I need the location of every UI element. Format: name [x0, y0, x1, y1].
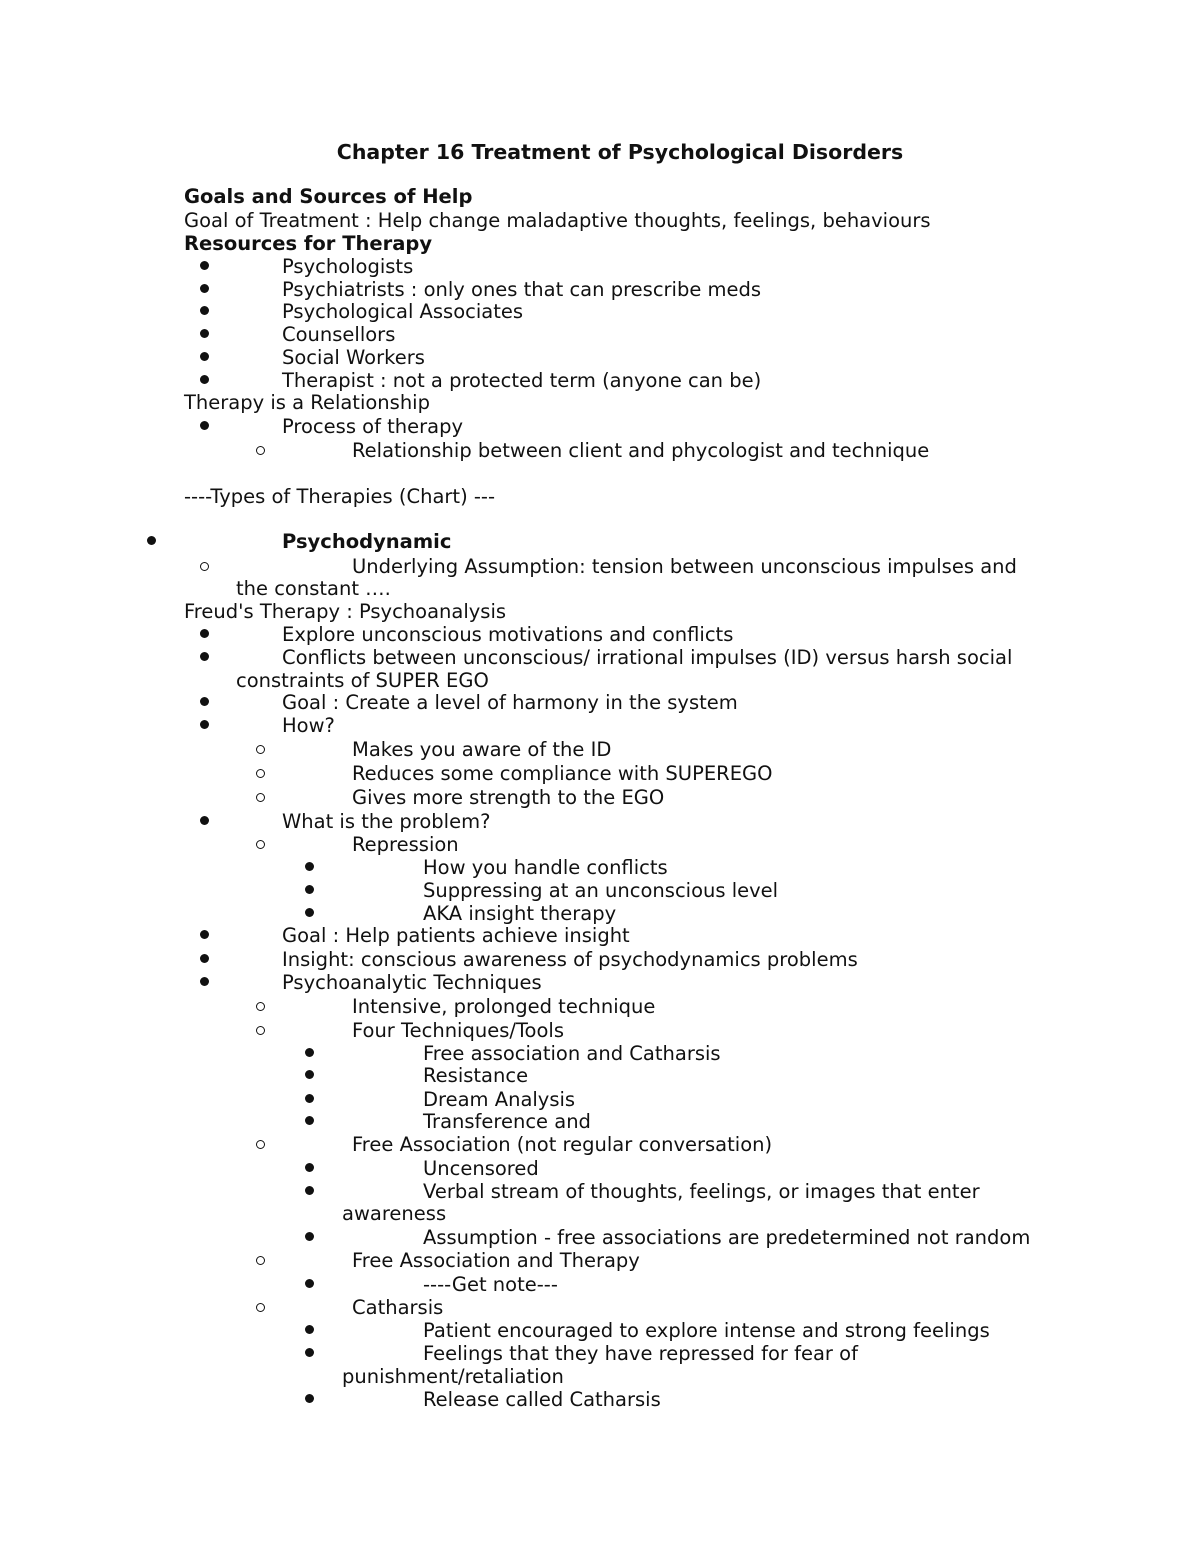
text-line: Gives more strength to the EGO [352, 786, 665, 809]
bullet-icon [200, 930, 209, 939]
bullet-icon [200, 954, 209, 963]
bullet-icon [200, 352, 209, 361]
text-line: Feelings that they have repressed for fear of [423, 1342, 858, 1365]
text-line: Patient encouraged to explore intense and strong feelings [423, 1319, 990, 1342]
text-line: Free Association and Therapy [352, 1249, 640, 1272]
text-line: Therapist : not a protected term (anyone can be) [282, 369, 762, 392]
text-line: AKA insight therapy [423, 902, 617, 925]
circle-bullet-icon [256, 1026, 265, 1035]
text-line: Goal : Help patients achieve insight [282, 924, 630, 947]
bullet-icon [305, 1048, 314, 1057]
text-line: Intensive, prolonged technique [352, 995, 656, 1018]
bullet-icon [200, 306, 209, 315]
bullet-icon [305, 1325, 314, 1334]
bullet-icon [305, 908, 314, 917]
text-line: Psychiatrists : only ones that can prescribe meds [282, 278, 762, 301]
text-line: Free Association (not regular conversation) [352, 1133, 773, 1156]
bullet-icon [200, 629, 209, 638]
bullet-icon [200, 697, 209, 706]
text-line: Free association and Catharsis [423, 1042, 721, 1065]
text-line: Reduces some compliance with SUPEREGO [352, 762, 773, 785]
bullet-icon [305, 1232, 314, 1241]
bullet-icon [305, 1116, 314, 1125]
text-line: ----Get note--- [423, 1273, 558, 1296]
text-line: Underlying Assumption: tension between unconscious impulses and [352, 555, 1017, 578]
text-line: What is the problem? [282, 810, 491, 833]
text-line: Catharsis [352, 1296, 444, 1319]
text-line: ----Types of Therapies (Chart) --- [184, 485, 495, 508]
text-line: Psychoanalytic Techniques [282, 971, 542, 994]
circle-bullet-icon [256, 745, 265, 754]
bullet-icon [200, 816, 209, 825]
text-line: How you handle conflicts [423, 856, 668, 879]
text-line: Explore unconscious motivations and conflicts [282, 623, 734, 646]
text-line: How? [282, 714, 335, 737]
text-line: Freud's Therapy : Psychoanalysis [184, 600, 507, 623]
text-line: Transference and [423, 1110, 591, 1133]
text-line: Four Techniques/Tools [352, 1019, 564, 1042]
text-line: Dream Analysis [423, 1088, 576, 1111]
text-line: Makes you aware of the ID [352, 738, 612, 761]
circle-bullet-icon [256, 446, 265, 455]
text-line: Resistance [423, 1064, 529, 1087]
bullet-icon [305, 1070, 314, 1079]
bullet-icon [200, 261, 209, 270]
circle-bullet-icon [256, 1002, 265, 1011]
text-line: Therapy is a Relationship [184, 391, 430, 414]
circle-bullet-icon [256, 1140, 265, 1149]
circle-bullet-icon [200, 562, 209, 571]
section-heading: Goals and Sources of Help [184, 185, 473, 208]
bullet-icon [305, 1394, 314, 1403]
text-line: Conflicts between unconscious/ irrational impulses (ID) versus harsh social [282, 646, 1013, 669]
circle-bullet-icon [256, 1303, 265, 1312]
section-heading: Psychodynamic [282, 530, 452, 553]
text-line: Assumption - free associations are predetermined not random [423, 1226, 1031, 1249]
text-line: Relationship between client and phycologist and technique [352, 439, 930, 462]
text-line: Social Workers [282, 346, 425, 369]
bullet-icon [200, 421, 209, 430]
bullet-icon [200, 375, 209, 384]
text-line: the constant …. [236, 577, 391, 600]
bullet-icon [305, 1279, 314, 1288]
bullet-icon [305, 885, 314, 894]
text-line: Suppressing at an unconscious level [423, 879, 779, 902]
bullet-icon [305, 1094, 314, 1103]
bullet-icon [200, 284, 209, 293]
text-line: Goal of Treatment : Help change maladaptive thoughts, feelings, behaviours [184, 209, 931, 232]
text-line: Psychologists [282, 255, 414, 278]
bullet-icon [305, 1163, 314, 1172]
bullet-icon [200, 720, 209, 729]
circle-bullet-icon [256, 1256, 265, 1265]
bullet-icon [200, 977, 209, 986]
text-line: punishment/retaliation [342, 1365, 564, 1388]
text-line: Insight: conscious awareness of psychodynamics problems [282, 948, 858, 971]
circle-bullet-icon [256, 840, 265, 849]
bullet-icon [305, 862, 314, 871]
text-line: Psychological Associates [282, 300, 524, 323]
text-line: Repression [352, 833, 459, 856]
circle-bullet-icon [256, 769, 265, 778]
text-line: Verbal stream of thoughts, feelings, or images that enter [423, 1180, 980, 1203]
text-line: awareness [342, 1202, 447, 1225]
bullet-icon [305, 1186, 314, 1195]
bullet-icon [305, 1348, 314, 1357]
circle-bullet-icon [256, 793, 265, 802]
bullet-icon [147, 536, 156, 545]
bullet-icon [200, 652, 209, 661]
text-line: constraints of SUPER EGO [236, 669, 489, 692]
text-line: Uncensored [423, 1157, 539, 1180]
text-line: Release called Catharsis [423, 1388, 661, 1411]
text-line: Process of therapy [282, 415, 464, 438]
document-title: Chapter 16 Treatment of Psychological Disorders [336, 140, 904, 164]
bullet-icon [200, 329, 209, 338]
text-line: Counsellors [282, 323, 396, 346]
section-heading: Resources for Therapy [184, 232, 433, 255]
text-line: Goal : Create a level of harmony in the system [282, 691, 738, 714]
